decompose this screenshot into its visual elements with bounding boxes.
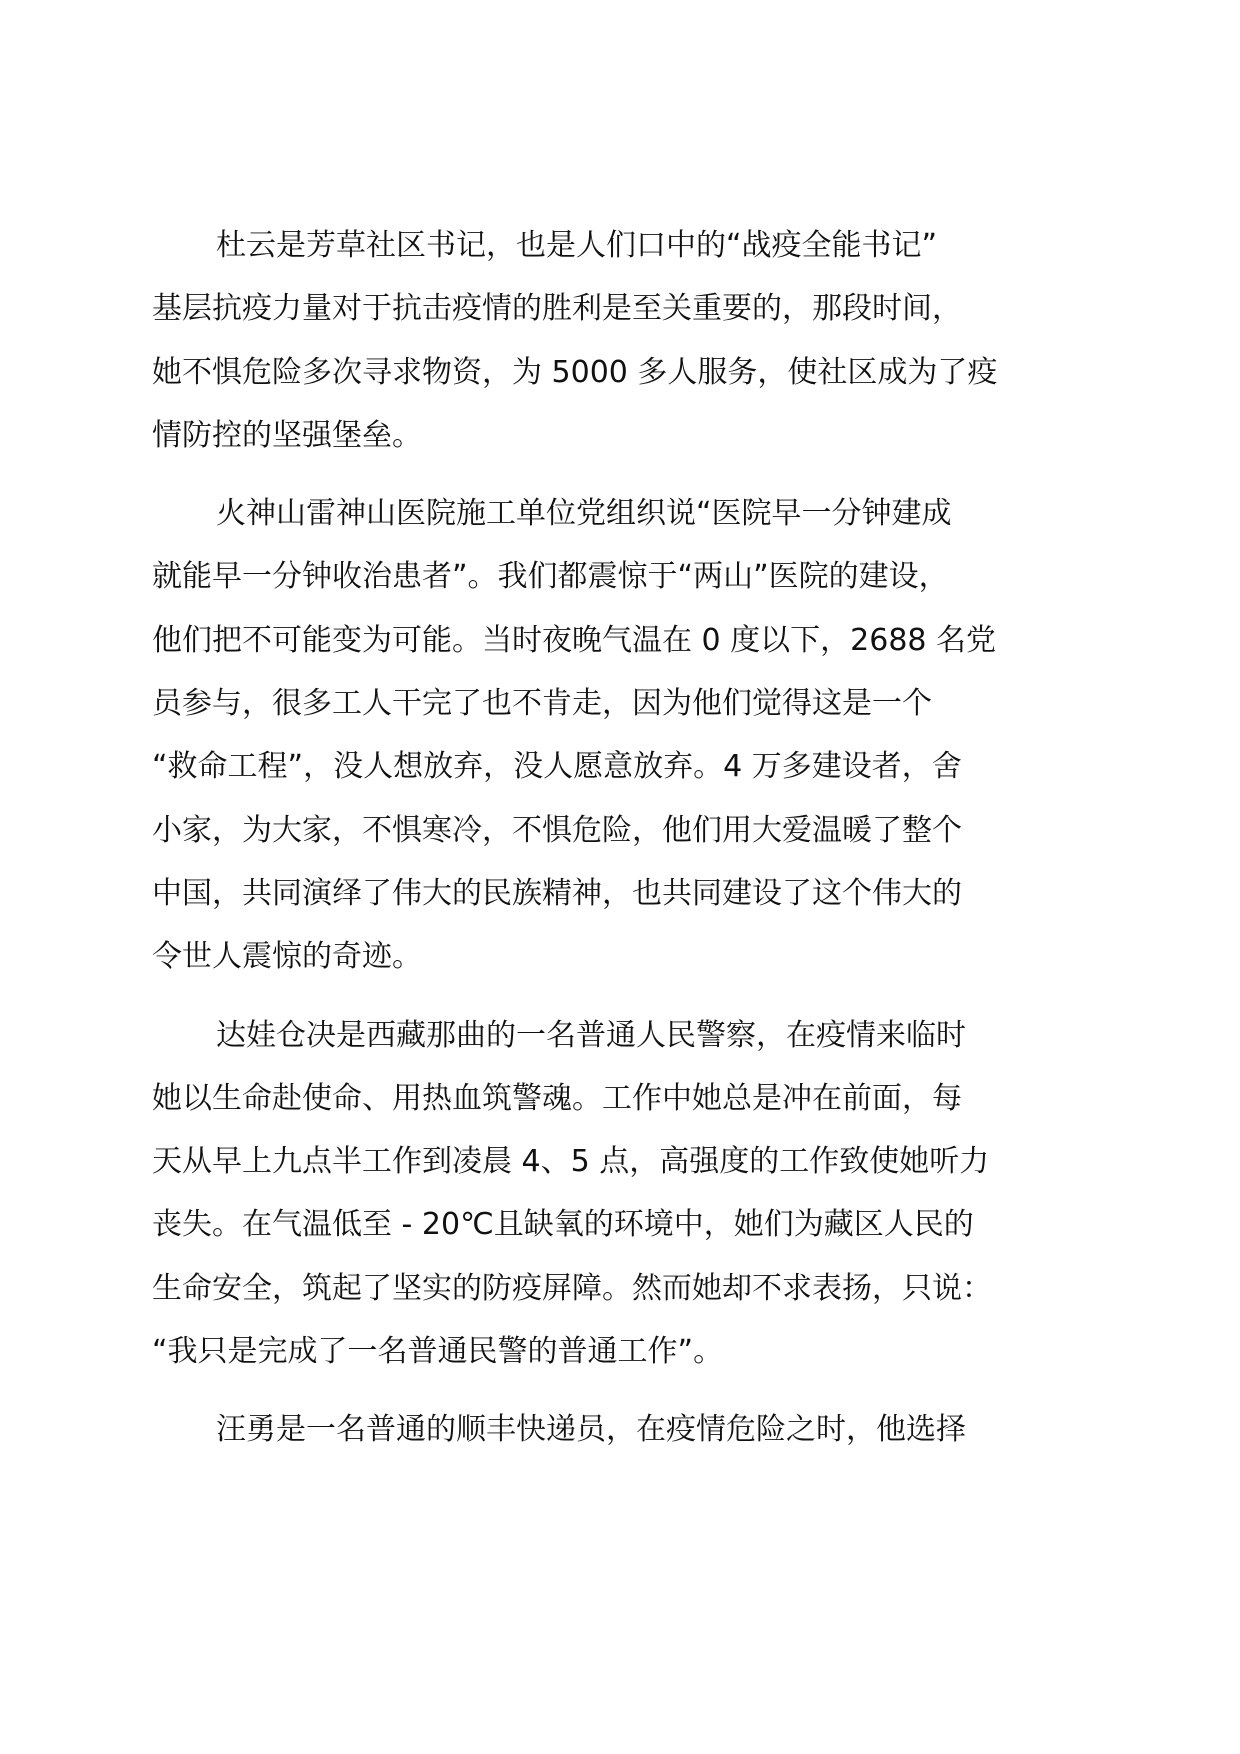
paragraph-line: “我只是完成了一名普通民警的普通工作”。	[152, 1334, 724, 1370]
paragraph-dawa-cangjue	[152, 1004, 1112, 1384]
paragraph-line: 他们把不可能变为可能。当时夜晚气温在 0 度以下，2688 名党	[152, 622, 997, 658]
document-body	[152, 214, 1112, 1462]
paragraph-line: 她不惧危险多次寻求物资，为 5000 多人服务，使社区成为了疫	[152, 354, 998, 390]
paragraph-line: 情防控的坚强堡垒。	[152, 417, 422, 453]
paragraph-line: 杜云是芳草社区书记，也是人们口中的“战疫全能书记”	[216, 228, 938, 263]
paragraph-line: 达娃仓决是西藏那曲的一名普通人民警察，在疫情来临时	[216, 1017, 966, 1053]
paragraph-huoshenshan	[152, 482, 1112, 988]
paragraph-line: 令世人震惊的奇迹。	[152, 939, 422, 975]
paragraph-line: “救命工程”，没人想放弃，没人愿意放弃。4 万多建设者，舍	[152, 749, 962, 785]
paragraph-line: 中国，共同演绎了伟大的民族精神，也共同建设了这个伟大的	[152, 875, 962, 911]
paragraph-line: 基层抗疫力量对于抗击疫情的胜利是至关重要的，那段时间，	[152, 291, 962, 327]
paragraph-line: 就能早一分钟收治患者”。我们都震惊于“两山”医院的建设，	[152, 559, 949, 595]
paragraph-line: 生命安全，筑起了坚实的防疫屏障。然而她却不求表扬，只说：	[152, 1270, 992, 1306]
paragraph-du-yun	[152, 214, 1112, 467]
paragraph-line: 小家，为大家，不惧寒冷，不惧危险，他们用大爱温暖了整个	[152, 812, 962, 848]
paragraph-line: 天从早上九点半工作到凌晨 4、5 点，高强度的工作致使她听力	[152, 1144, 990, 1180]
paragraph-line: 员参与，很多工人干完了也不肯走，因为他们觉得这是一个	[152, 686, 932, 722]
paragraph-line: 丧失。在气温低至 - 20℃且缺氧的环境中，她们为藏区人民的	[152, 1207, 974, 1243]
paragraph-wang-yong	[152, 1398, 1112, 1461]
paragraph-line: 她以生命赴使命、用热血筑警魂。工作中她总是冲在前面，每	[152, 1080, 962, 1116]
paragraph-line: 汪勇是一名普通的顺丰快递员，在疫情危险之时，他选择	[216, 1412, 966, 1448]
paragraph-line: 火神山雷神山医院施工单位党组织说“医院早一分钟建成	[216, 496, 952, 532]
